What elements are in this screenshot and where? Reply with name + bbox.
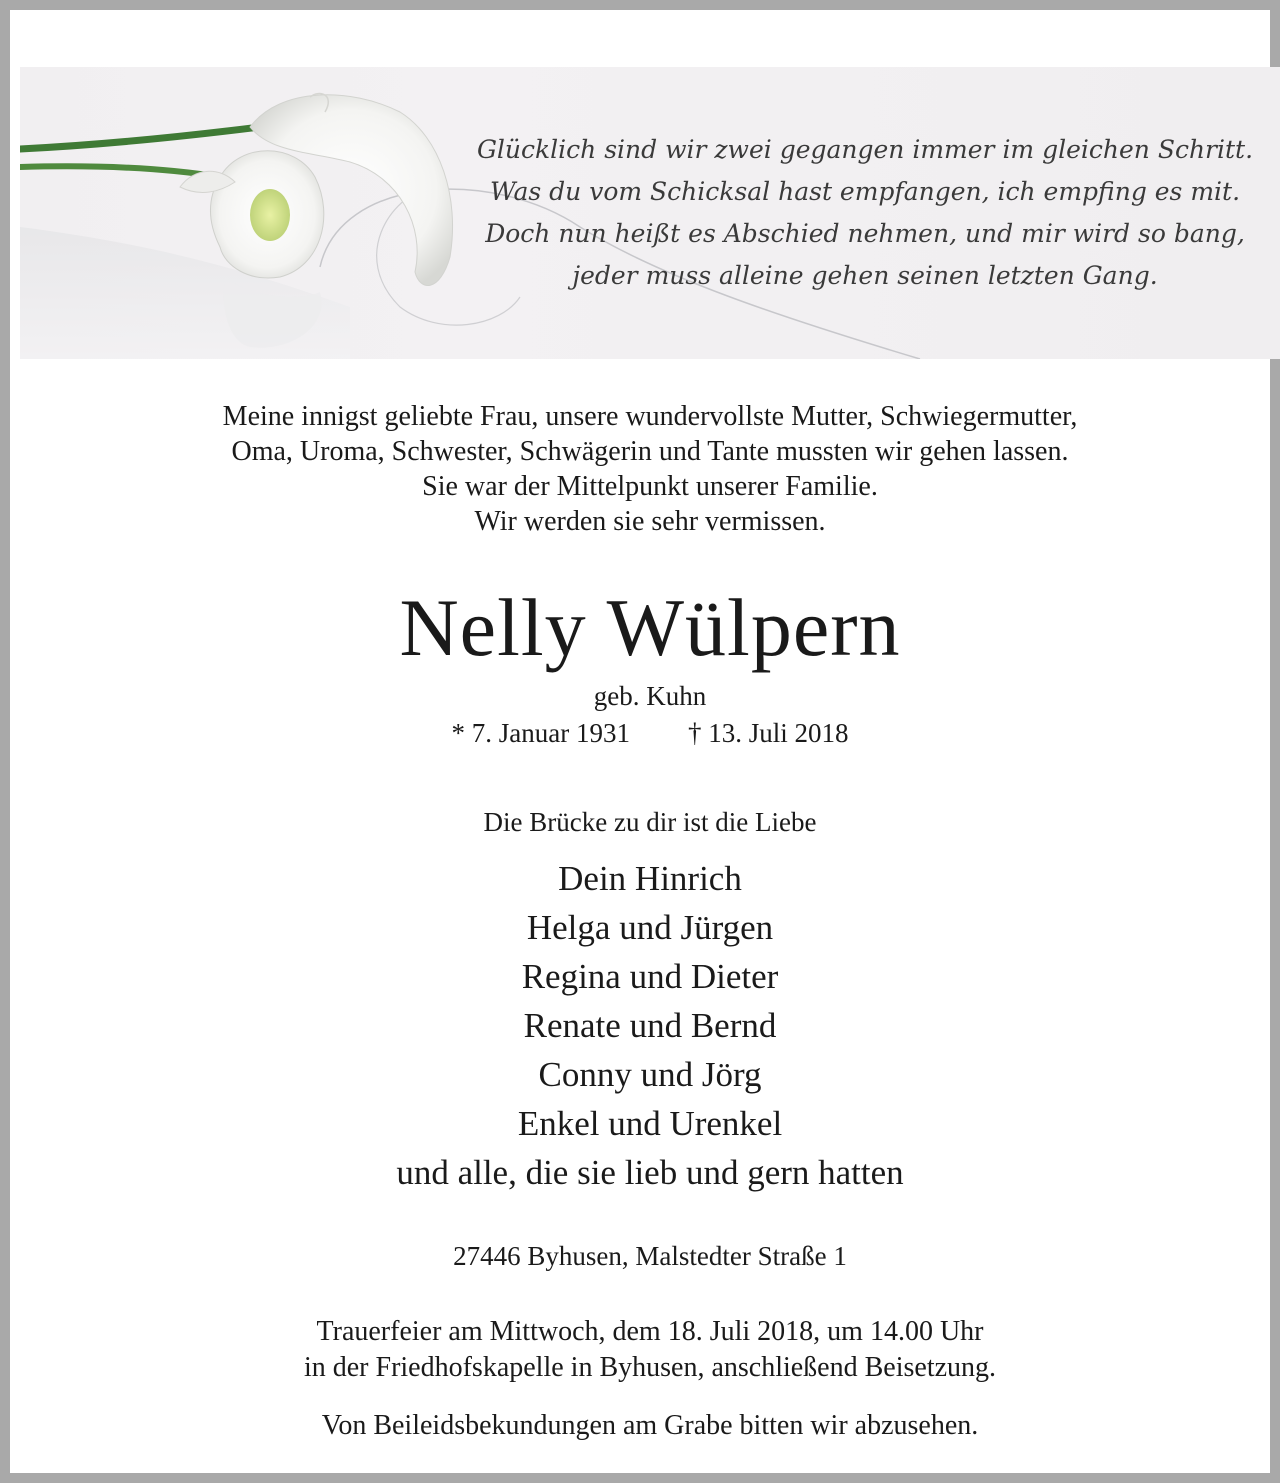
header-banner	[20, 67, 1280, 359]
death-date: † 13. Juli 2018	[687, 718, 849, 748]
poem-line: Glücklich sind wir zwei gegangen immer im gleichen Schritt.	[476, 135, 1254, 164]
deceased-name: Nelly Wülpern	[399, 582, 901, 673]
family-line: und alle, die sie lieb und gern hatten	[396, 1153, 904, 1192]
ceremony-info	[20, 1314, 1280, 1386]
family-address: 27446 Byhusen, Malstedter Straße 1	[453, 1241, 847, 1271]
family-line: Enkel und Urenkel	[517, 1104, 783, 1143]
maiden-name: geb. Kuhn	[593, 681, 707, 711]
motto: Die Brücke zu dir ist die Liebe	[483, 807, 817, 837]
intro-text	[20, 399, 1280, 539]
intro-line: Sie war der Mittelpunkt unserer Familie.	[422, 471, 878, 502]
family-line: Conny und Jörg	[538, 1055, 762, 1094]
life-dates	[20, 716, 1280, 750]
intro-line: Meine innigst geliebte Frau, unsere wundervollste Mutter, Schwiegermutter,	[222, 401, 1078, 432]
condolence-note: Von Beileidsbekundungen am Grabe bitten wir abzusehen.	[321, 1410, 979, 1441]
poem	[450, 129, 1280, 297]
poem-line: Was du vom Schicksal hast empfangen, ich empfing es mit.	[489, 177, 1241, 206]
ceremony-line: Trauerfeier am Mittwoch, dem 18. Juli 2018, um 14.00 Uhr	[316, 1316, 984, 1347]
family-line: Renate und Bernd	[523, 1006, 777, 1045]
poem-line: jeder muss alleine gehen seinen letzten Gang.	[572, 261, 1158, 290]
intro-line: Oma, Uroma, Schwester, Schwägerin und Tante mussten wir gehen lassen.	[231, 436, 1069, 467]
birth-date: * 7. Januar 1931	[451, 718, 630, 748]
ceremony-line: in der Friedhofskapelle in Byhusen, anschließend Beisetzung.	[303, 1352, 997, 1383]
family-line: Helga und Jürgen	[526, 908, 774, 947]
family-line: Dein Hinrich	[558, 859, 742, 898]
family-signatures	[20, 854, 1280, 1197]
poem-line: Doch nun heißt es Abschied nehmen, und mir wird so bang,	[485, 219, 1245, 248]
family-line: Regina und Dieter	[521, 957, 779, 996]
intro-line: Wir werden sie sehr vermissen.	[474, 506, 826, 537]
